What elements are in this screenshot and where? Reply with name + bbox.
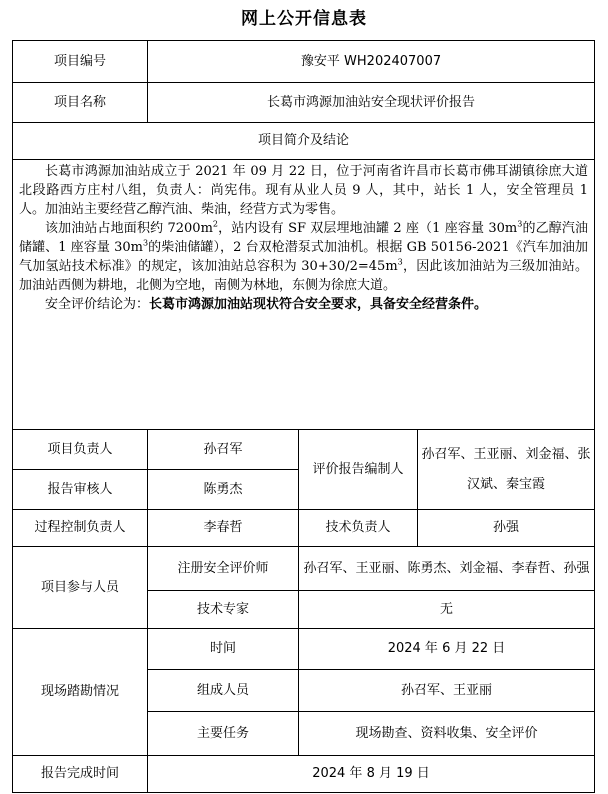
survey-members-value: 孙召军、王亚丽 bbox=[299, 670, 595, 712]
table-row bbox=[13, 41, 595, 83]
compiler-label: 评价报告编制人 bbox=[299, 430, 418, 510]
table-row bbox=[13, 430, 595, 470]
registered-assessor-value: 孙召军、王亚丽、陈勇杰、刘金福、李春哲、孙强 bbox=[299, 547, 595, 591]
registered-assessor-label: 注册安全评价师 bbox=[148, 547, 299, 591]
leader-label: 项目负责人 bbox=[13, 430, 148, 470]
table-row bbox=[13, 510, 595, 547]
tech-expert-label: 技术专家 bbox=[148, 591, 299, 629]
process-control-value: 李春哲 bbox=[148, 510, 299, 547]
table-row bbox=[13, 629, 595, 670]
survey-task-label: 主要任务 bbox=[148, 712, 299, 756]
leader-value: 孙召军 bbox=[148, 430, 299, 470]
survey-time-value: 2024 年 6 月 22 日 bbox=[299, 629, 595, 670]
survey-task-value: 现场勘查、资料收集、安全评价 bbox=[299, 712, 595, 756]
survey-time-label: 时间 bbox=[148, 629, 299, 670]
table-row bbox=[13, 83, 595, 123]
project-name-label: 项目名称 bbox=[13, 83, 148, 123]
reviewer-label: 报告审核人 bbox=[13, 470, 148, 510]
page-title: 网上公开信息表 bbox=[241, 9, 367, 29]
intro-paragraph: 长葛市鸿源加油站成立于 2021 年 09 月 22 日，位于河南省许昌市长葛市佛耳湖镇徐庶大道北段路西方庄村八组，负责人：尚宪伟。现有从业人员 9 人，其中，站长 1 人，安全管理员 1 人。加油站主要经营乙醇汽油、柴油，经营方式为零售。 bbox=[19, 164, 589, 217]
conclusion-paragraph bbox=[19, 295, 588, 314]
intro-text-cell bbox=[13, 160, 595, 430]
table-row bbox=[13, 160, 595, 430]
conclusion-text: 长葛市鸿源加油站现状符合安全要求，具备安全经营条件。 bbox=[149, 297, 488, 312]
process-control-label: 过程控制负责人 bbox=[13, 510, 148, 547]
conclusion-label: 安全评价结论为： bbox=[45, 297, 150, 312]
intro-paragraph: 该加油站占地面积约 $7200m^2$，站内设有 SF 双层埋地油罐 2 座（1 座容量 $30m^3$的乙醇汽油储罐、1 座容量 $30m^3$的柴油储罐），2 台双枪潜泵式加油机。根据 GB 50156-2021《汽车加油加气加氢站技术标准》的规定，该加油站总容积为 $30+30/2=45m^3$，因此该加油站为三级加油站。加油站西侧为耕地，北侧为空地，南侧为林地，东侧为徐庶大道。 bbox=[19, 219, 589, 293]
table-row bbox=[13, 123, 595, 160]
tech-lead-value: 孙强 bbox=[418, 510, 595, 547]
intro-header: 项目简介及结论 bbox=[13, 123, 595, 160]
survey-label: 现场踏勘情况 bbox=[13, 629, 148, 756]
completion-value: 2024 年 8 月 19 日 bbox=[148, 756, 595, 793]
reviewer-value: 陈勇杰 bbox=[148, 470, 299, 510]
compiler-value: 孙召军、王亚丽、刘金福、张汉斌、秦宝霞 bbox=[418, 430, 595, 510]
project-no-value: 豫安平 WH202407007 bbox=[148, 41, 595, 83]
project-no-label: 项目编号 bbox=[13, 41, 148, 83]
participants-label: 项目参与人员 bbox=[13, 547, 148, 629]
completion-label: 报告完成时间 bbox=[13, 756, 148, 793]
tech-lead-label: 技术负责人 bbox=[299, 510, 418, 547]
project-name-value: 长葛市鸿源加油站安全现状评价报告 bbox=[148, 83, 595, 123]
table-row bbox=[13, 547, 595, 591]
table-row bbox=[13, 756, 595, 793]
info-table bbox=[12, 40, 595, 793]
tech-expert-value: 无 bbox=[299, 591, 595, 629]
survey-members-label: 组成人员 bbox=[148, 670, 299, 712]
